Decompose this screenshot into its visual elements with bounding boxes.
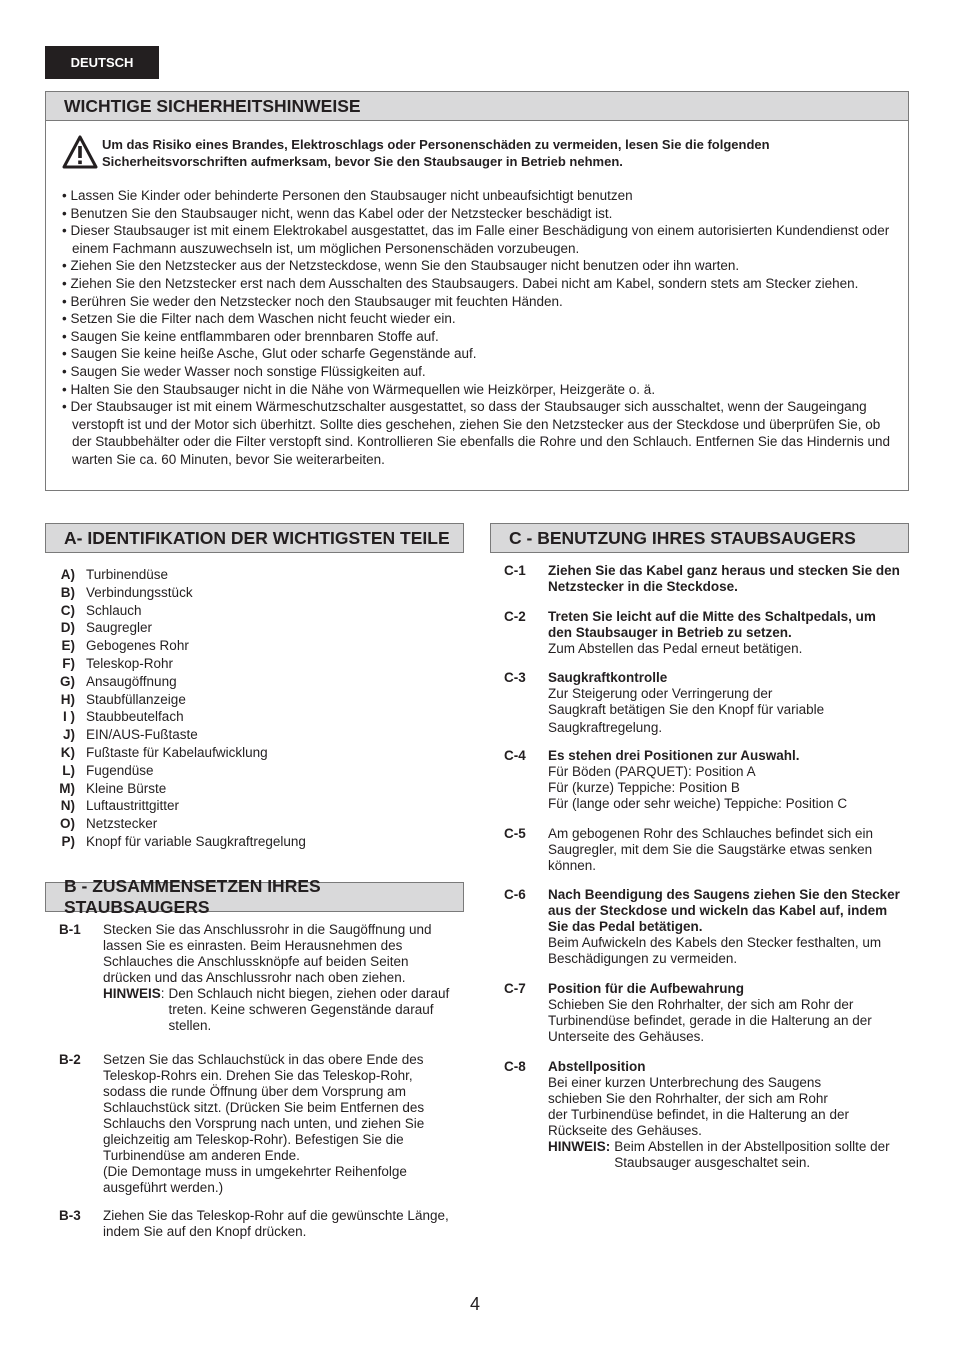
step-text: Am gebogenen Rohr des Schlauches befindet sich ein Saugregler, mit dem Sie die Saugstärke etwas senken können. [548,826,873,873]
step-text: Beim Aufwickeln des Kabels den Stecker festhalten, um Beschädigungen zu vermeiden. [548,935,882,966]
parts-list [52,566,452,851]
step-text: Ziehen Sie das Teleskop-Rohr auf die gewünschte Länge, indem Sie auf den Knopf drücken. [103,1208,449,1239]
parts-label: Schlauch [86,602,142,618]
parts-key: F) [62,655,75,671]
safety-item: • Halten Sie den Staubsauger nicht in die Nähe von Wärmequellen wie Heizkörper, Heizgeräte o. ä. [62,381,902,399]
parts-item [52,833,452,851]
safety-item: • Berühren Sie weder den Netzstecker noch den Staubsauger mit feuchten Händen. [62,293,902,311]
parts-item [52,780,452,798]
step-bold: Abstellposition [548,1059,646,1074]
language-tab: DEUTSCH [45,46,159,79]
parts-key: E) [61,638,75,654]
parts-item [52,691,452,709]
step-b1 [59,922,451,1034]
parts-label: Staubfüllanzeige [86,691,186,707]
safety-item: • Ziehen Sie den Netzstecker erst nach dem Ausschalten des Staubsaugers. Dabei nicht am Kabel, sondern stets am Stecker ziehen. [62,275,902,293]
step-text: Zum Abstellen das Pedal erneut betätigen. [548,641,803,656]
parts-key: H) [60,691,75,707]
parts-label: Verbindungsstück [86,584,193,600]
parts-label: Staubbeutelfach [86,709,184,725]
parts-key: M) [59,780,75,796]
step-key: C-1 [504,563,526,578]
step-body [548,981,900,1045]
parts-label: Knopf für variable Saugkraftregelung [86,833,306,849]
step-c8 [504,1059,900,1171]
parts-label: Turbinendüse [86,567,169,582]
safety-list [62,187,902,469]
safety-item: • Der Staubsauger ist mit einem Wärmeschutzschalter ausgestattet, so dass der Staubsauger sich ausschaltet, wenn der Saugeingang verstopft ist und der Motor sich überhitzt. Sollte dies geschehen, ziehen Sie den Netzstecker aus der Steckdose und überprüfen Sie, ob der Staubbehälter oder die Filter verstopft sind. Kontrollieren Sie ebenfalls die Rohre und den Schlauch. Entfernen Sie das Hindernis und warten Sie ca. 60 Minuten, bevor Sie weiterarbeiten. [62,398,902,468]
step-c3 [504,670,900,736]
parts-label: Netzstecker [86,816,158,832]
parts-key: L) [62,762,75,778]
step-key: C-2 [504,609,526,624]
parts-label: Saugregler [86,620,153,636]
safety-heading: WICHTIGE SICHERHEITSHINWEISE [45,91,909,121]
step-text: (Die Demontage muss in umgekehrter Reihenfolge ausgeführt werden.) [103,1164,407,1195]
safety-item: • Dieser Staubsauger ist mit einem Elektrokabel ausgestattet, das im Falle einer Beschädigung von einem autorisierten Kundendienst oder einem Fachmann auszuwechseln ist, um möglichen Personenschäden vorzubeugen. [62,222,902,257]
step-line: Bei einer kurzen Unterbrechung des Saugens [548,1075,822,1090]
step-c5 [504,826,900,874]
note-text: Beim Abstellen in der Abstellposition sollte der Staubsauger ausgeschaltet sein. [614,1139,890,1170]
parts-key: K) [60,744,75,760]
step-bold: Position für die Aufbewahrung [548,981,744,996]
step-b2 [59,1052,451,1196]
parts-key: P) [61,833,75,849]
usage-steps [504,563,900,1171]
safety-item: • Ziehen Sie den Netzstecker aus der Netzsteckdose, wenn Sie den Staubsauger nicht benutzen oder ihn warten. [62,257,902,275]
safety-item: • Benutzen Sie den Staubsauger nicht, wenn das Kabel oder der Netzstecker beschädigt ist. [62,205,902,223]
parts-item [52,637,452,655]
step-body [548,670,900,736]
safety-intro: Um das Risiko eines Brandes, Elektroschlags oder Personenschäden zu vermeiden, lesen Sie die folgenden Sicherheitsvorschriften aufmerksam, bevor Sie den Staubsauger in Betrieb nehmen. [102,137,770,169]
note-label: HINWEIS [103,986,161,1001]
safety-item: • Saugen Sie keine entflammbaren oder brennbaren Stoffe auf. [62,328,902,346]
parts-item [52,602,452,620]
parts-item [52,815,452,833]
parts-label: Fußtaste für Kabelaufwicklung [86,744,268,760]
step-body [548,748,900,812]
step-line: Saugkraft betätigen Sie den Knopf für variable [548,702,825,717]
step-body [103,922,451,1034]
safety-item: • Saugen Sie weder Wasser noch sonstige Flüssigkeiten auf. [62,363,902,381]
parts-key: O) [60,816,75,832]
parts-item [52,655,452,673]
step-body [548,609,900,657]
parts-key: A) [60,567,75,582]
step-key: C-4 [504,748,526,763]
parts-label: Teleskop-Rohr [86,655,174,671]
step-body [548,887,900,967]
parts-item [52,566,452,584]
parts-key: N) [60,798,75,814]
parts-label: Kleine Bürste [86,780,167,796]
step-key: B-2 [59,1052,81,1067]
safety-item: • Setzen Sie die Filter nach dem Waschen nicht feucht wieder ein. [62,310,902,328]
parts-label: Luftaustrittgitter [86,798,180,814]
step-line: Für (lange oder sehr weiche) Teppiche: Position C [548,796,848,811]
step-bold: Saugkraftkontrolle [548,670,668,685]
step-body [103,1052,451,1196]
step-key: C-6 [504,887,526,902]
step-key: B-3 [59,1208,81,1223]
step-key: C-3 [504,670,526,685]
step-line: schieben Sie den Rohrhalter, der sich am Rohr [548,1091,828,1106]
step-line: Für Böden (PARQUET): Position A [548,764,756,779]
warning-icon [62,135,98,169]
assembly-steps [59,922,451,1240]
parts-label: Ansaugöffnung [86,673,177,689]
step-text: Setzen Sie das Schlauchstück in das obere Ende des Teleskop-Rohrs ein. Drehen Sie das Teleskop-Rohr, sodass die runde Öffnung über dem Vorsprung am Schlauchstück sitzt. (Drücken Sie beim Entfernen des Schlauchs den Vorsprung nach unten, und ziehen Sie gleichzeitig am Teleskop-Rohr). Befestigen Sie die Turbinendüse am anderen Ende. [103,1052,425,1163]
parts-key: G) [60,673,75,689]
parts-label: EIN/AUS-Fußtaste [86,727,198,743]
parts-key: C) [60,602,75,618]
parts-item [52,797,452,815]
safety-item: • Saugen Sie keine heiße Asche, Glut oder scharfe Gegenstände auf. [62,345,902,363]
step-key: C-7 [504,981,526,996]
page-number: 4 [470,1294,481,1314]
step-text: Schieben Sie den Rohrhalter, der sich am Rohr der Turbinendüse befindet, gerade in die Halterung an der Unterseite des Gehäuses. [548,997,872,1044]
step-bold: Treten Sie leicht auf die Mitte des Schaltpedals, um den Staubsauger in Betrieb zu setzen. [548,609,876,640]
step-line: Für (kurze) Teppiche: Position B [548,780,740,795]
parts-key: I ) [63,709,75,725]
section-a-heading: A- IDENTIFIKATION DER WICHTIGSTEN TEILE [45,523,464,553]
step-c4 [504,748,900,812]
step-note [548,1139,900,1171]
parts-item [52,708,452,726]
parts-key: J) [62,727,75,743]
step-bold: Ziehen Sie das Kabel ganz heraus und stecken Sie den Netzstecker in die Steckdose. [548,563,900,594]
note-label: HINWEIS: [548,1139,611,1154]
step-bold: Es stehen drei Positionen zur Auswahl. [548,748,800,763]
step-c2 [504,609,900,657]
step-line: Saugkraftregelung. [548,720,663,735]
step-c1 [504,563,900,595]
step-note [103,986,451,1034]
parts-key: D) [60,620,75,636]
section-c-heading: C - BENUTZUNG IHRES STAUBSAUGERS [490,523,909,553]
parts-item [52,619,452,637]
note-separator: : [160,986,165,1001]
parts-key: B) [60,584,75,600]
step-line: Rückseite des Gehäuses. [548,1123,702,1138]
step-body [548,1059,900,1171]
step-b3 [59,1208,451,1240]
parts-item [52,744,452,762]
step-key: B-1 [59,922,81,937]
step-c7 [504,981,900,1045]
step-bold: Nach Beendigung des Saugens ziehen Sie den Stecker aus der Steckdose und wickeln das Kabel auf, indem Sie das Pedal betätigen. [548,887,900,934]
step-line: der Turbinendüse befindet, in die Halterung an der [548,1107,849,1122]
note-text: Den Schlauch nicht biegen, ziehen oder darauf treten. Keine schweren Gegenstände darauf stellen. [168,986,450,1033]
parts-label: Fugendüse [86,762,154,778]
step-c6 [504,887,900,967]
parts-item [52,726,452,744]
parts-item [52,673,452,691]
step-body [548,563,900,595]
parts-label: Gebogenes Rohr [86,638,189,654]
step-line: Zur Steigerung oder Verringerung der [548,686,773,701]
step-text: Stecken Sie das Anschlussrohr in die Saugöffnung und lassen Sie es einrasten. Beim Herausnehmen des Schlauches die Anschlussknöpfe auf beiden Seiten drücken und das Anschlussrohr nach oben ziehen. [103,922,432,985]
section-b-heading: B - ZUSAMMENSETZEN IHRES STAUBSAUGERS [45,882,464,912]
parts-item [52,762,452,780]
safety-item: • Lassen Sie Kinder oder behinderte Personen den Staubsauger nicht unbeaufsichtigt benutzen [62,187,902,205]
parts-item [52,584,452,602]
step-key: C-5 [504,826,526,841]
step-key: C-8 [504,1059,526,1074]
